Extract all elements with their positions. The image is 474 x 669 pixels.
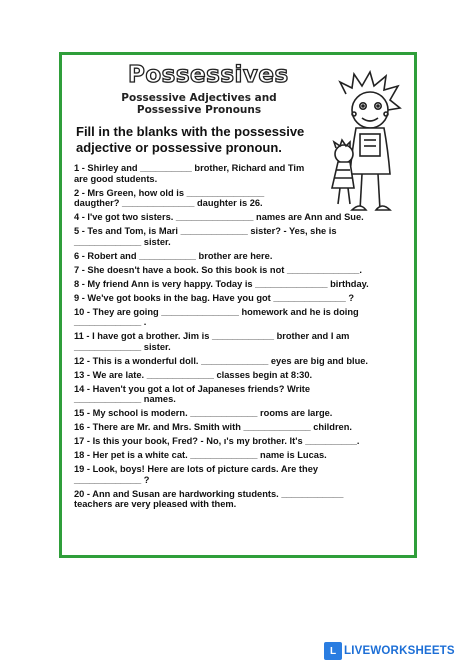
exercise-line: _____________ ? — [74, 474, 150, 485]
liveworksheets-logo — [324, 640, 455, 662]
instruction — [76, 124, 326, 156]
worksheet-subtitle — [112, 92, 286, 116]
worksheet-title: Possessives — [128, 62, 289, 88]
exercise-line: _____________ . — [74, 317, 147, 328]
exercise-line: 11 - I have got a brother. Jim is ____________ brother and I am — [74, 331, 350, 342]
exercise-line: 14 - Haven't you got a lot of Japaneses friends? Write — [74, 383, 311, 394]
exercise-line: 13 - We are late. _____________ classes begin at 8:30. — [74, 369, 313, 380]
exercise-line: 10 - They are going _______________ homework and he is doing — [74, 306, 359, 317]
exercise-line: 2 - Mrs Green, how old is _______________ — [74, 187, 265, 198]
exercise-line: 8 - My friend Ann is very happy. Today is ______________ birthday. — [74, 278, 369, 289]
logo-text: LIVEWORKSHEETS — [344, 645, 455, 657]
subtitle-line: Possessive Adjectives and — [121, 92, 277, 104]
exercise-line: 5 - Tes and Tom, is Mari _____________ sister? - Yes, she is — [74, 226, 337, 237]
exercise-line: 9 - We've got books in the bag. Have you got ______________ ? — [74, 292, 355, 303]
exercise-line: 12 - This is a wonderful doll. _____________ eyes are big and blue. — [74, 355, 369, 366]
exercise-line: _____________ names. — [74, 394, 176, 405]
exercise-line: 19 - Look, boys! Here are lots of picture cards. Are they — [74, 463, 319, 474]
exercise-line: _____________ sister. — [74, 237, 171, 248]
exercise-line: 16 - There are Mr. and Mrs. Smith with _____________ children. — [74, 422, 352, 433]
exercise-line: 6 - Robert and ___________ brother are here. — [74, 250, 273, 261]
instruction-line: Fill in the blanks with the possessive — [76, 124, 305, 139]
exercise-line: 20 - Ann and Susan are hardworking students. ____________ — [74, 488, 344, 499]
logo-mark: L — [324, 642, 342, 660]
exercise-line: 7 - She doesn't have a book. So this book is not ______________. — [74, 264, 362, 275]
exercise-list — [74, 163, 414, 510]
exercise-line: are good students. — [74, 173, 158, 184]
exercise-line: 4 - I've got two sisters. _______________ names are Ann and Sue. — [74, 212, 364, 223]
exercise-line: teachers are very pleased with them. — [74, 499, 237, 510]
exercise-line: daugther? ______________ daughter is 26. — [74, 198, 263, 209]
exercise-line: 1 - Shirley and __________ brother, Richard and Tim — [74, 163, 305, 173]
exercise-line: 15 - My school is modern. _____________ rooms are large. — [74, 408, 333, 419]
instruction-line: adjective or possessive pronoun. — [76, 140, 282, 155]
exercise-line: 18 - Her pet is a white cat. _____________ name is Lucas. — [74, 450, 327, 461]
exercise-line: _____________ sister. — [74, 342, 171, 352]
subtitle-line: Possessive Pronouns — [136, 104, 262, 116]
exercise-line: 17 - Is this your book, Fred? - No, ı's my brother. It's __________. — [74, 436, 360, 447]
